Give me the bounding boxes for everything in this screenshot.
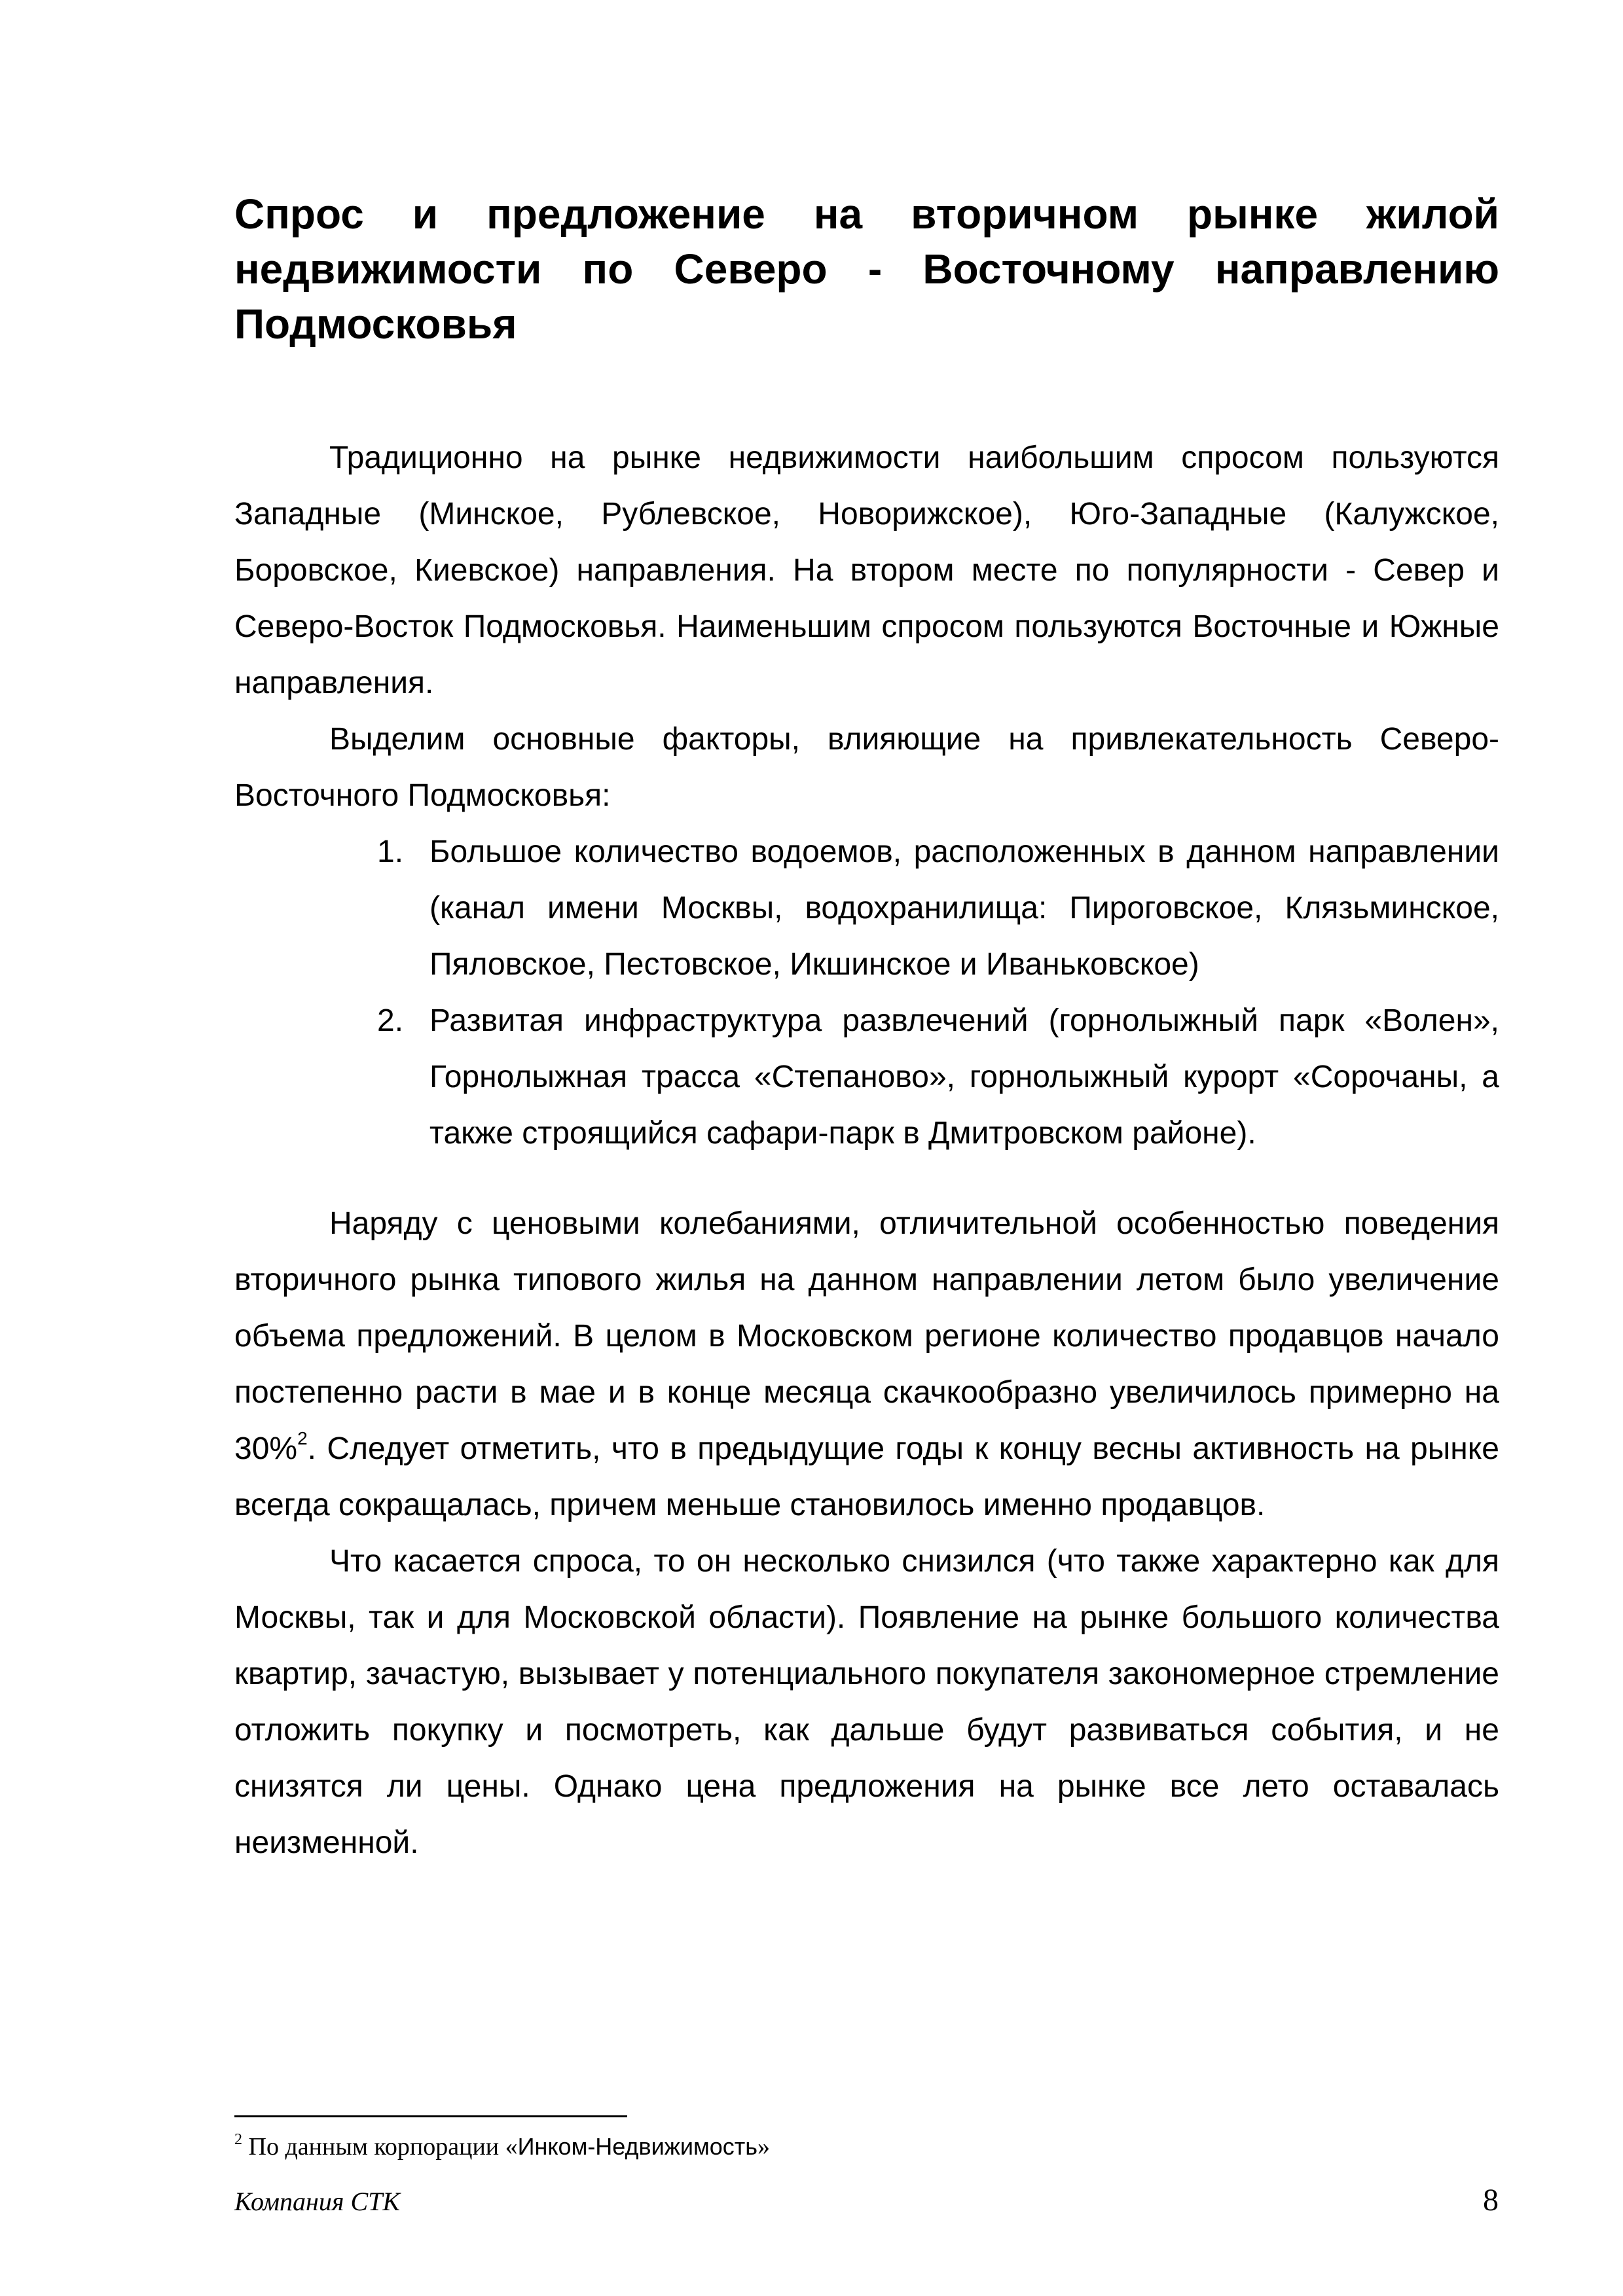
footnote	[234, 2132, 770, 2161]
document-page	[234, 187, 1499, 1871]
list-item	[234, 993, 1499, 1162]
paragraph-supply-text: Наряду с ценовыми колебаниями, отличительной особенностью поведения вторичного рынка типового жилья на данном направлении летом было увеличение объема предложений. В целом в Московском регионе количество продавцов начало постепенно расти в мае и в конце месяца скачкообразно увеличилось примерно на 30%	[234, 1206, 1499, 1466]
paragraph-popularity: Традиционно на рынке недвижимости наибольшим спросом пользуются Западные (Минское, Рублевское, Новорижское), Юго-Западные (Калужское, Боровское, Киевское) направления. На втором месте по популярности - Север и Северо-Восток Подмосковья. Наименьшим спросом пользуются Восточные и Южные направления.	[234, 440, 1499, 700]
list-item-text: Большое количество водоемов, расположенных в данном направлении (канал имени Москвы, водохранилища: Пироговское, Клязьминское, Пяловское, Пестовское, Икшинское и Иваньковское)	[429, 834, 1499, 982]
paragraph-factors-intro: Выделим основные факторы, влияющие на привлекательность Северо-Восточного Подмосковья:	[234, 722, 1499, 813]
footnote-text: По данным корпорации «	[248, 2133, 518, 2161]
factors-list	[234, 824, 1499, 1162]
list-item-number: 2.	[377, 1003, 404, 1038]
footnote-source: Инком-Недвижимость	[517, 2133, 757, 2160]
paragraph-demand: Что касается спроса, то он несколько снизился (что также характерно как для Москвы, так и для Московской области). Появление на рынке большого количества квартир, зачастую, вызывает у потенциального покупателя закономерное стремление отложить покупку и посмотреть, как дальше будут развиваться события, и не снизятся ли цены. Однако цена предложения на рынке все лето оставалась неизменной.	[234, 1544, 1499, 1860]
list-item	[234, 824, 1499, 993]
footnote-text-end: »	[757, 2133, 770, 2161]
paragraph-supply-text-end: . Следует отметить, что в предыдущие годы к концу весны активность на рынке всегда сокращалась, причем меньше становилось именно продавцов.	[234, 1431, 1499, 1522]
paragraph-supply	[234, 1196, 1499, 1534]
footnote-reference[interactable]: 2	[297, 1428, 308, 1448]
list-item-text: Развитая инфраструктура развлечений (горнолыжный парк «Волен», Горнолыжная трасса «Степаново», горнолыжный курорт «Сорочаны, а также строящийся сафари-парк в Дмитровском районе).	[429, 1003, 1499, 1151]
footnote-divider	[234, 2115, 627, 2117]
page-title: Спрос и предложение на вторичном рынке жилой недвижимости по Северо - Восточному направлению Подмосковья	[234, 190, 1499, 348]
footer-company: Компания СТК	[234, 2187, 400, 2216]
list-item-number: 1.	[377, 834, 404, 869]
footnote-number: 2	[234, 2131, 242, 2148]
page-number: 8	[1483, 2183, 1499, 2217]
